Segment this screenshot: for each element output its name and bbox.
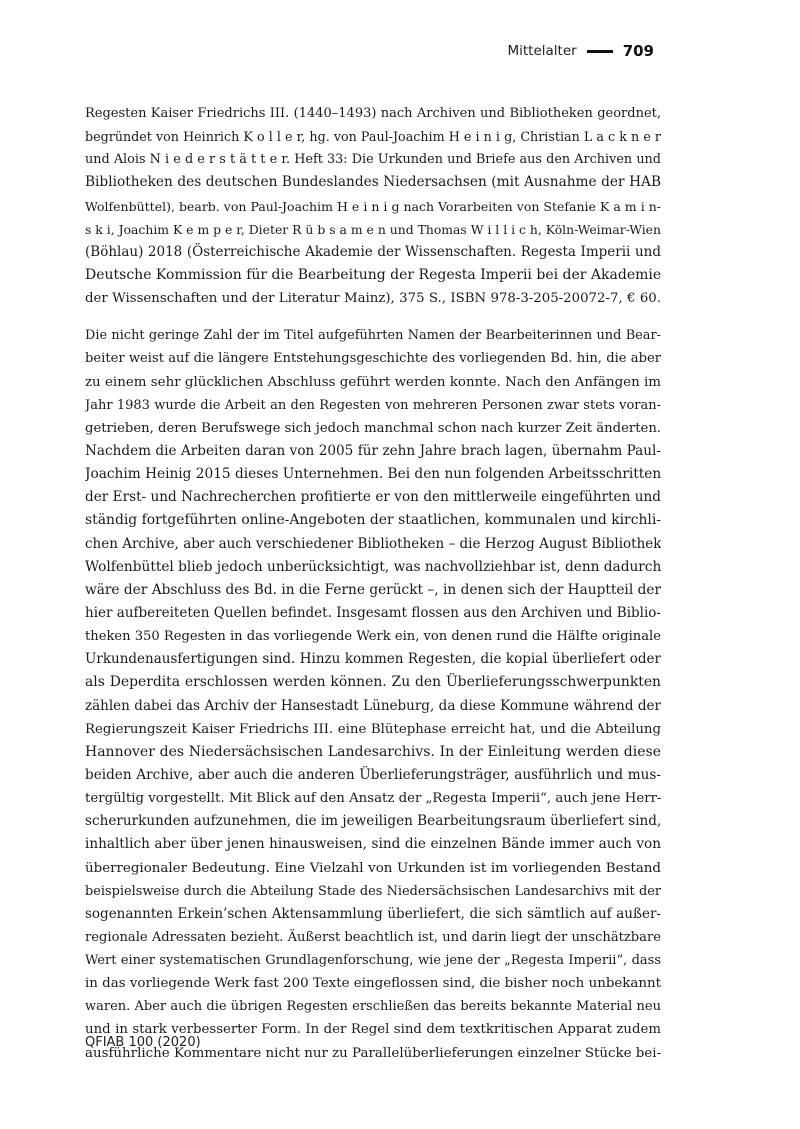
page-number: 709 — [622, 42, 654, 60]
paragraph-line: scherurkunden aufzunehmen, die im jeweiligen Bearbeitungsraum überliefert sind, — [85, 813, 661, 830]
paragraph-line: ausführliche Kommentare nicht nur zu Parallelüberlieferungen einzelner Stücke bei- — [85, 1045, 661, 1061]
paragraph-line: Nachdem die Arbeiten daran von 2005 für zehn Jahre brach lagen, übernahm Paul- — [85, 442, 661, 459]
citation-line: der Wissenschaften und der Literatur Mainz), 375 S., ISBN 978-3-205-20072-7, € 60. — [85, 291, 661, 307]
citation-line: begründet von Heinrich K o l l e r, hg. von Paul-Joachim H e i n i g, Christian L a c k n e r — [85, 129, 661, 145]
paragraph-line: ständig fortgeführten online-Angeboten der staatlichen, kommunalen und kirchli- — [85, 512, 661, 529]
paragraph-line: wäre der Abschluss des Bd. in die Ferne gerückt –, in denen sich der Hauptteil der — [85, 581, 661, 598]
paragraph-line: sogenannten Erkein’schen Aktensammlung überliefert, die sich sämtlich auf außer- — [85, 905, 661, 922]
journal-footer: QFIAB 100 (2020) — [85, 1035, 201, 1050]
citation-line: Deutsche Kommission für die Bearbeitung der Regesta Imperii bei der Akademie — [85, 266, 661, 283]
citation-line: und Alois N i e d e r s t ä t t e r. Heft 33: Die Urkunden und Briefe aus den Archiven und — [85, 152, 661, 168]
body-text — [85, 102, 661, 1065]
review-paragraph — [85, 324, 661, 1065]
citation-line: s k i, Joachim K e m p e r, Dieter R ü b s a m e n und Thomas W i l l i c h, Köln-Weimar-Wien — [85, 221, 661, 237]
paragraph-line: beiden Archive, aber auch die anderen Überlieferungsträger, ausführlich und mus- — [85, 766, 661, 783]
paragraph-line: zu einem sehr glücklichen Abschluss geführt werden konnte. Nach den Anfängen im — [85, 374, 661, 390]
running-head — [507, 42, 654, 60]
paragraph-line: inhaltlich aber über jenen hinausweisen, sind die einzelnen Bände immer auch von — [85, 836, 661, 853]
citation-line: Regesten Kaiser Friedrichs III. (1440–1493) nach Archiven und Bibliotheken geordnet, — [85, 106, 661, 121]
section-title: Mittelalter — [507, 43, 577, 59]
citation-line: Wolfenbüttel), bearb. von Paul-Joachim H e i n i g nach Vorarbeiten von Stefanie K a m i n- — [85, 198, 661, 214]
paragraph-line: beiter weist auf die längere Entstehungsgeschichte des vorliegenden Bd. hin, die aber — [85, 351, 661, 367]
paragraph-line: überregionaler Bedeutung. Eine Vielzahl von Urkunden ist im vorliegenden Bestand — [85, 860, 661, 876]
paragraph-line: Joachim Heinig 2015 dieses Unternehmen. Bei den nun folgenden Arbeitsschritten — [85, 466, 661, 483]
paragraph-line: Urkundenausfertigungen sind. Hinzu kommen Regesten, die kopial überliefert oder — [85, 651, 661, 668]
citation-line: (Böhlau) 2018 (Österreichische Akademie der Wissenschaften. Regesta Imperii und — [85, 243, 661, 260]
paragraph-line: Regierungszeit Kaiser Friedrichs III. eine Blütephase erreicht hat, und die Abteilung — [85, 721, 661, 737]
paragraph-line: in das vorliegende Werk fast 200 Texte eingeflossen sind, die bisher noch unbekannt — [85, 976, 661, 992]
header-rule — [587, 50, 613, 53]
paragraph-line: regionale Adressaten bezieht. Äußerst beachtlich ist, und darin liegt der unschätzbare — [85, 929, 661, 945]
paragraph-line: als Deperdita erschlossen werden können. Zu den Überlieferungsschwerpunkten — [85, 674, 661, 691]
paragraph-line: beispielsweise durch die Abteilung Stade des Niedersächsischen Landesarchivs mit der — [85, 883, 661, 899]
citation-line: Bibliotheken des deutschen Bundeslandes Niedersachsen (mit Ausnahme der HAB — [85, 174, 661, 191]
paragraph-line: hier aufbereiteten Quellen befindet. Insgesamt flossen aus den Archiven und Biblio- — [85, 604, 661, 621]
paragraph-gap — [85, 310, 661, 324]
paragraph-line: Jahr 1983 wurde die Arbeit an den Regesten von mehreren Personen zwar stets voran- — [85, 397, 661, 413]
paragraph-line: Wolfenbüttel blieb jedoch unberücksichtigt, was nachvollziehbar ist, denn dadurch — [85, 558, 661, 575]
paragraph-line: theken 350 Regesten in das vorliegende Werk ein, von denen rund die Hälfte originale — [85, 629, 661, 645]
paragraph-line: und in stark verbesserter Form. In der Regel sind dem textkritischen Apparat zudem — [85, 1022, 661, 1038]
paragraph-line: zählen dabei das Archiv der Hansestadt Lüneburg, da diese Kommune während der — [85, 697, 661, 714]
paragraph-line: der Erst- und Nachrecherchen profitierte er von den mittlerweile eingeführten und — [85, 489, 661, 506]
paragraph-line: Hannover des Niedersächsischen Landesarchivs. In der Einleitung werden diese — [85, 743, 661, 760]
paragraph-line: waren. Aber auch die übrigen Regesten erschließen das bereits bekannte Material neu — [85, 999, 661, 1015]
paragraph-line: Die nicht geringe Zahl der im Titel aufgeführten Namen der Bearbeiterinnen und Bear- — [85, 328, 661, 344]
paragraph-line: getrieben, deren Berufswege sich jedoch manchmal schon nach kurzer Zeit änderten. — [85, 420, 661, 436]
paragraph-line: tergültig vorgestellt. Mit Blick auf den Ansatz der „Regesta Imperii“, auch jene Herr- — [85, 791, 661, 807]
paragraph-line: chen Archive, aber auch verschiedener Bibliotheken – die Herzog August Bibliothek — [85, 535, 661, 552]
paragraph-line: Wert einer systematischen Grundlagenforschung, wie jene der „Regesta Imperii“, dass — [85, 953, 661, 969]
bibliographic-citation — [85, 102, 661, 310]
